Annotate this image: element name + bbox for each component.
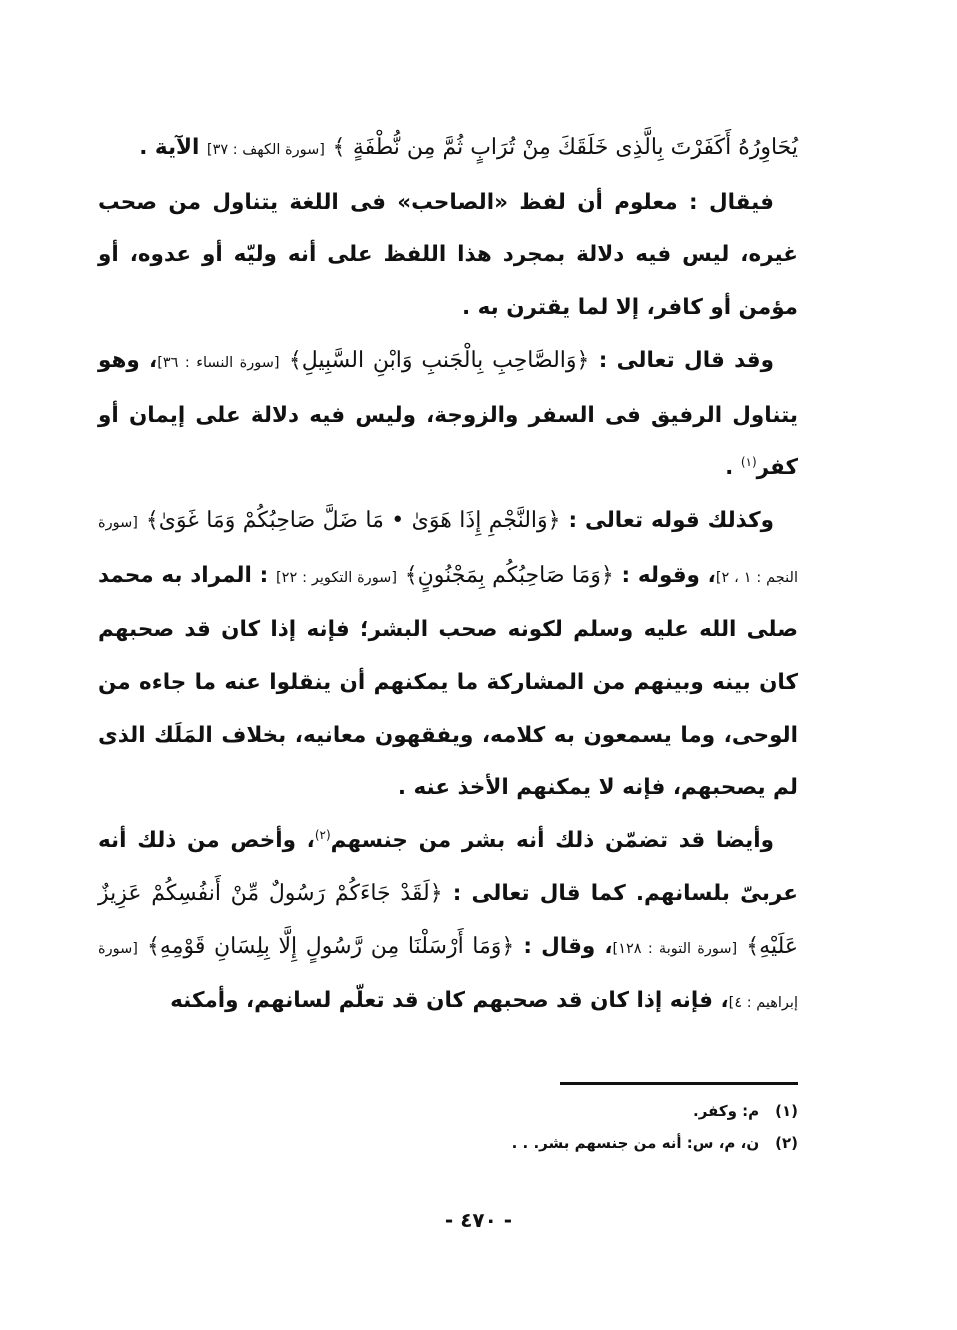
- footnote-2: [98, 1127, 798, 1159]
- verse-reference: [سورة الكهف : ٣٧]: [206, 142, 325, 158]
- paragraph-text: ، فإنه إذا كان قد صحبهم كان قد تعلّم لسانهم، وأمكنه: [170, 988, 729, 1014]
- paragraph-text: : المراد به محمد صلى الله عليه وسلم لكونه صحب البشر؛ فإنه إذا كان قد صحبهم كان بينه وبينهم من المشاركة ما يمكنهم أن ينقلوا عنه ما جاءه من الوحى، وما يسمعون به كلامه، ويفقهون معانيه، بخلاف المَلَك الذى لم يصحبهم، فإنه لا يمكنهم الأخذ عنه .: [98, 562, 798, 801]
- footnote-marker[interactable]: (١): [740, 455, 757, 470]
- footnote-1: [98, 1095, 798, 1127]
- quran-verse: يُحَاوِرُهُ أَكَفَرْتَ بِالَّذِى خَلَقَكَ مِنْ تُرَابٍ ثُمَّ مِن نُّطْفَةٍ: [352, 135, 798, 160]
- footnote-marker[interactable]: (٢): [314, 827, 331, 842]
- verse-reference: [سورة التوبة : ١٢٨]: [612, 940, 738, 957]
- quran-verse: ﴿وَالصَّاحِبِ بِالْجَنبِ وَابْنِ السَّبِيلِ﴾: [288, 347, 590, 373]
- paragraph-text: وقد قال تعالى :: [598, 347, 774, 373]
- main-text: [98, 122, 798, 1030]
- paragraph-4: [98, 495, 798, 815]
- paragraph-text: ، وقال :: [523, 933, 613, 959]
- paragraph-text: وأيضا قد تضمّن ذلك أنه بشر من جنسهم: [330, 828, 774, 854]
- paragraph-text: وكذلك قوله تعالى :: [568, 507, 774, 533]
- quran-verse: ﴿وَمَا أَرْسَلْنَا مِن رَّسُولٍ إِلَّا بِلِسَانِ قَوْمِهِ﴾: [147, 933, 515, 959]
- quran-verse: ﴿لَقَدْ جَاءَكُمْ رَسُولٌ مِّنْ أَنفُسِكُمْ عَزِيزٌ عَلَيْهِ﴾: [98, 880, 799, 959]
- footnote-text: م: وكفر.: [693, 1102, 760, 1120]
- paragraph-text: ، وقوله :: [621, 562, 716, 588]
- verse-reference: [سورة النساء : ٣٦]: [157, 354, 280, 371]
- verse-reference: [سورة إبراهيم : ٤]: [98, 940, 798, 1012]
- footnote-divider: [560, 1082, 798, 1085]
- verse-reference: [سورة النجم : ١ ، ٢]: [98, 514, 798, 586]
- footnotes: [98, 1095, 798, 1159]
- paragraph-text: .: [725, 455, 734, 481]
- paragraph-5: [98, 815, 798, 1030]
- paragraph-text: فيقال : معلوم أن لفظ «الصاحب» فى اللغة يتناول من صحب غيره، ليس فيه دلالة بمجرد هذا اللفظ على أنه وليّه أو عدوه، أو مؤمن أو كافر، إلا لما يقترن به .: [98, 189, 798, 321]
- paragraph-1: يُحَاوِرُهُ أَكَفَرْتَ بِالَّذِى خَلَقَكَ مِنْ تُرَابٍ ثُمَّ مِن نُّطْفَةٍ ﴾ [سورة الكهف : ٣٧] الآية .: [139, 135, 798, 160]
- footnote-number: (١): [775, 1102, 798, 1120]
- page-number: - ٤٧٠ -: [444, 1208, 513, 1232]
- quran-verse: ﴿وَالنَّجْمِ إِذَا هَوَىٰ • مَا ضَلَّ صَاحِبُكُمْ وَمَا غَوَىٰ﴾: [145, 507, 561, 533]
- verse-reference: [سورة التكوير : ٢٢]: [275, 569, 397, 586]
- footnote-text: ن، م، س: أنه من جنسهم بشر. . .: [511, 1134, 760, 1152]
- paragraph-text: ، وأخص من ذلك أنه عربىّ بلسانهم. كما قال تعالى :: [98, 828, 798, 906]
- footnote-number: (٢): [775, 1134, 798, 1152]
- paragraph-text: الآية .: [139, 135, 200, 160]
- paragraph-text: ، وهو يتناول الرفيق فى السفر والزوجة، وليس فيه دلالة على إيمان أو كفر: [98, 347, 798, 481]
- paragraph-2: [98, 177, 798, 335]
- quran-verse: ﴿وَمَا صَاحِبُكُم بِمَجْنُونٍ﴾: [404, 562, 614, 588]
- paragraph-3: [98, 335, 798, 495]
